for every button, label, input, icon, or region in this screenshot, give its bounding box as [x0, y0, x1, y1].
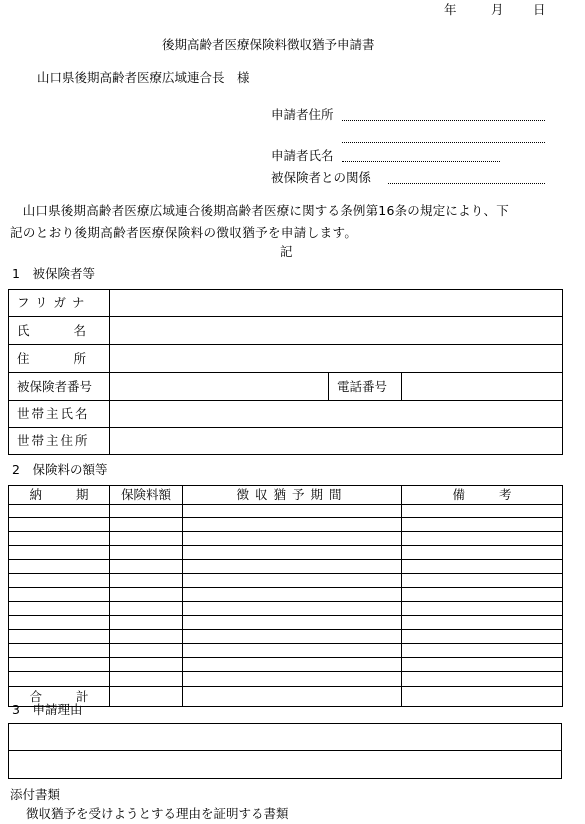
paragraph-line-2: 記のとおり後期高齢者医療保険料の徴収猶予を申請します。	[10, 225, 358, 240]
householder-address-label-cell	[9, 428, 110, 455]
furigana-label-cell	[9, 290, 110, 317]
remarks-cell[interactable]	[402, 574, 563, 588]
col-period-header	[9, 486, 123, 505]
attachments-item: 徴収猶予を受けようとする理由を証明する書類	[26, 806, 289, 821]
section3-heading: 3 申請理由	[12, 702, 83, 717]
amount-cell[interactable]	[110, 658, 183, 672]
name-label: 氏名	[17, 322, 131, 338]
table-row	[9, 644, 563, 658]
remarks-cell[interactable]	[402, 644, 563, 658]
remarks-cell[interactable]	[402, 616, 563, 630]
remarks-cell[interactable]	[402, 658, 563, 672]
address-label-cell	[9, 345, 131, 373]
period-cell[interactable]	[9, 560, 110, 574]
total-row	[9, 687, 563, 707]
remarks-cell[interactable]	[402, 588, 563, 602]
deferral-cell[interactable]	[183, 560, 402, 574]
section2-heading: 2 保険料の額等	[12, 462, 108, 477]
address-label: 住所	[17, 350, 131, 366]
amount-cell[interactable]	[110, 532, 183, 546]
householder-name-label-cell	[9, 401, 110, 428]
insured-number-label-cell	[9, 373, 110, 401]
amount-cell[interactable]	[110, 560, 183, 574]
row-householder-address	[9, 428, 563, 455]
col-period-label: 納期	[29, 487, 123, 502]
table-row	[9, 658, 563, 672]
total-label: 合計	[29, 688, 123, 704]
ki-label: 記	[280, 244, 293, 259]
period-cell[interactable]	[9, 532, 110, 546]
amount-cell[interactable]	[110, 546, 183, 560]
row-householder-name	[9, 401, 563, 428]
table-row	[9, 505, 563, 518]
deferral-cell[interactable]	[183, 588, 402, 602]
relation-line	[388, 183, 545, 184]
row-name	[9, 317, 563, 345]
table-row	[9, 616, 563, 630]
table-row	[9, 546, 563, 560]
insured-table	[8, 289, 563, 455]
col-remarks-header	[402, 486, 563, 505]
deferral-cell[interactable]	[183, 505, 402, 518]
table-row	[9, 574, 563, 588]
col-deferral-header	[183, 486, 402, 505]
amount-cell[interactable]	[110, 630, 183, 644]
table-row	[9, 560, 563, 574]
period-cell[interactable]	[9, 630, 110, 644]
row-address	[9, 345, 563, 373]
page-title: 後期高齢者医療保険料徴収猶予申請書	[162, 37, 375, 52]
col-amount-header	[110, 486, 183, 505]
period-cell[interactable]	[9, 602, 110, 616]
deferral-cell[interactable]	[183, 616, 402, 630]
amount-cell[interactable]	[110, 574, 183, 588]
row-furigana	[9, 290, 563, 317]
col-amount-label: 保険料額	[120, 487, 171, 502]
col-deferral-label: 徴収猶予期間	[236, 487, 348, 502]
period-cell[interactable]	[9, 588, 110, 602]
remarks-cell[interactable]	[402, 672, 563, 687]
period-cell[interactable]	[9, 505, 110, 518]
deferral-cell[interactable]	[183, 518, 402, 532]
phone-label: 電話番号	[337, 378, 388, 394]
addressee: 山口県後期高齢者医療広域連合長 様	[37, 70, 250, 85]
applicant-address-line	[342, 120, 545, 121]
address-value[interactable]	[110, 345, 563, 373]
remarks-cell[interactable]	[402, 532, 563, 546]
remarks-cell[interactable]	[402, 546, 563, 560]
householder-name-value[interactable]	[110, 401, 563, 428]
premium-header-row	[9, 486, 563, 505]
deferral-cell[interactable]	[183, 672, 402, 687]
name-label-cell	[9, 317, 131, 345]
remarks-cell[interactable]	[402, 560, 563, 574]
relation-label: 被保険者との関係	[271, 170, 372, 185]
deferral-cell[interactable]	[183, 546, 402, 560]
period-cell[interactable]	[9, 672, 110, 687]
amount-cell[interactable]	[110, 505, 183, 518]
remarks-cell[interactable]	[402, 602, 563, 616]
year-label: 年	[444, 2, 457, 17]
furigana-label: フリガナ	[17, 295, 91, 310]
phone-label-cell	[329, 373, 402, 401]
period-cell[interactable]	[9, 658, 110, 672]
attachments-heading: 添付書類	[10, 787, 61, 802]
insured-number-value[interactable]	[110, 373, 329, 401]
householder-address-value[interactable]	[110, 428, 563, 455]
table-row	[9, 588, 563, 602]
deferral-cell[interactable]	[183, 630, 402, 644]
applicant-address-label: 申請者住所	[271, 107, 334, 122]
householder-address-label: 世帯主住所	[17, 433, 90, 448]
period-cell[interactable]	[9, 644, 110, 658]
section1-heading: 1 被保険者等	[12, 266, 95, 281]
deferral-cell[interactable]	[183, 602, 402, 616]
reason-divider	[8, 750, 562, 751]
amount-cell[interactable]	[110, 602, 183, 616]
table-row	[9, 518, 563, 532]
total-deferral-cell[interactable]	[183, 687, 402, 707]
amount-cell[interactable]	[110, 644, 183, 658]
deferral-cell[interactable]	[183, 658, 402, 672]
period-cell[interactable]	[9, 574, 110, 588]
insured-number-label: 被保険者番号	[17, 378, 93, 394]
householder-name-label: 世帯主氏名	[17, 406, 90, 421]
period-cell[interactable]	[9, 518, 110, 532]
deferral-cell[interactable]	[183, 532, 402, 546]
amount-cell[interactable]	[110, 518, 183, 532]
period-cell[interactable]	[9, 616, 110, 630]
amount-cell[interactable]	[110, 616, 183, 630]
name-value[interactable]	[110, 317, 563, 345]
deferral-cell[interactable]	[183, 574, 402, 588]
total-remarks-cell[interactable]	[402, 687, 563, 707]
paragraph-line-1: 山口県後期高齢者医療広域連合後期高齢者医療に関する条例第16条の規定により、下	[10, 203, 509, 218]
col-remarks-label: 備考	[452, 487, 546, 502]
furigana-value[interactable]	[110, 290, 563, 317]
remarks-cell[interactable]	[402, 518, 563, 532]
row-insured-number	[9, 373, 563, 401]
table-row	[9, 532, 563, 546]
period-cell[interactable]	[9, 546, 110, 560]
applicant-name-line	[342, 161, 500, 162]
table-row	[9, 602, 563, 616]
amount-cell[interactable]	[110, 588, 183, 602]
applicant-address-line-2	[342, 142, 545, 143]
premium-table	[8, 485, 563, 707]
reason-box[interactable]	[8, 723, 562, 779]
table-row	[9, 672, 563, 687]
deferral-cell[interactable]	[183, 644, 402, 658]
month-label: 月	[491, 2, 504, 17]
day-label: 日	[533, 2, 546, 17]
table-row	[9, 630, 563, 644]
remarks-cell[interactable]	[402, 630, 563, 644]
phone-value[interactable]	[402, 373, 563, 401]
amount-cell[interactable]	[110, 672, 183, 687]
applicant-name-label: 申請者氏名	[271, 148, 334, 163]
remarks-cell[interactable]	[402, 505, 563, 518]
